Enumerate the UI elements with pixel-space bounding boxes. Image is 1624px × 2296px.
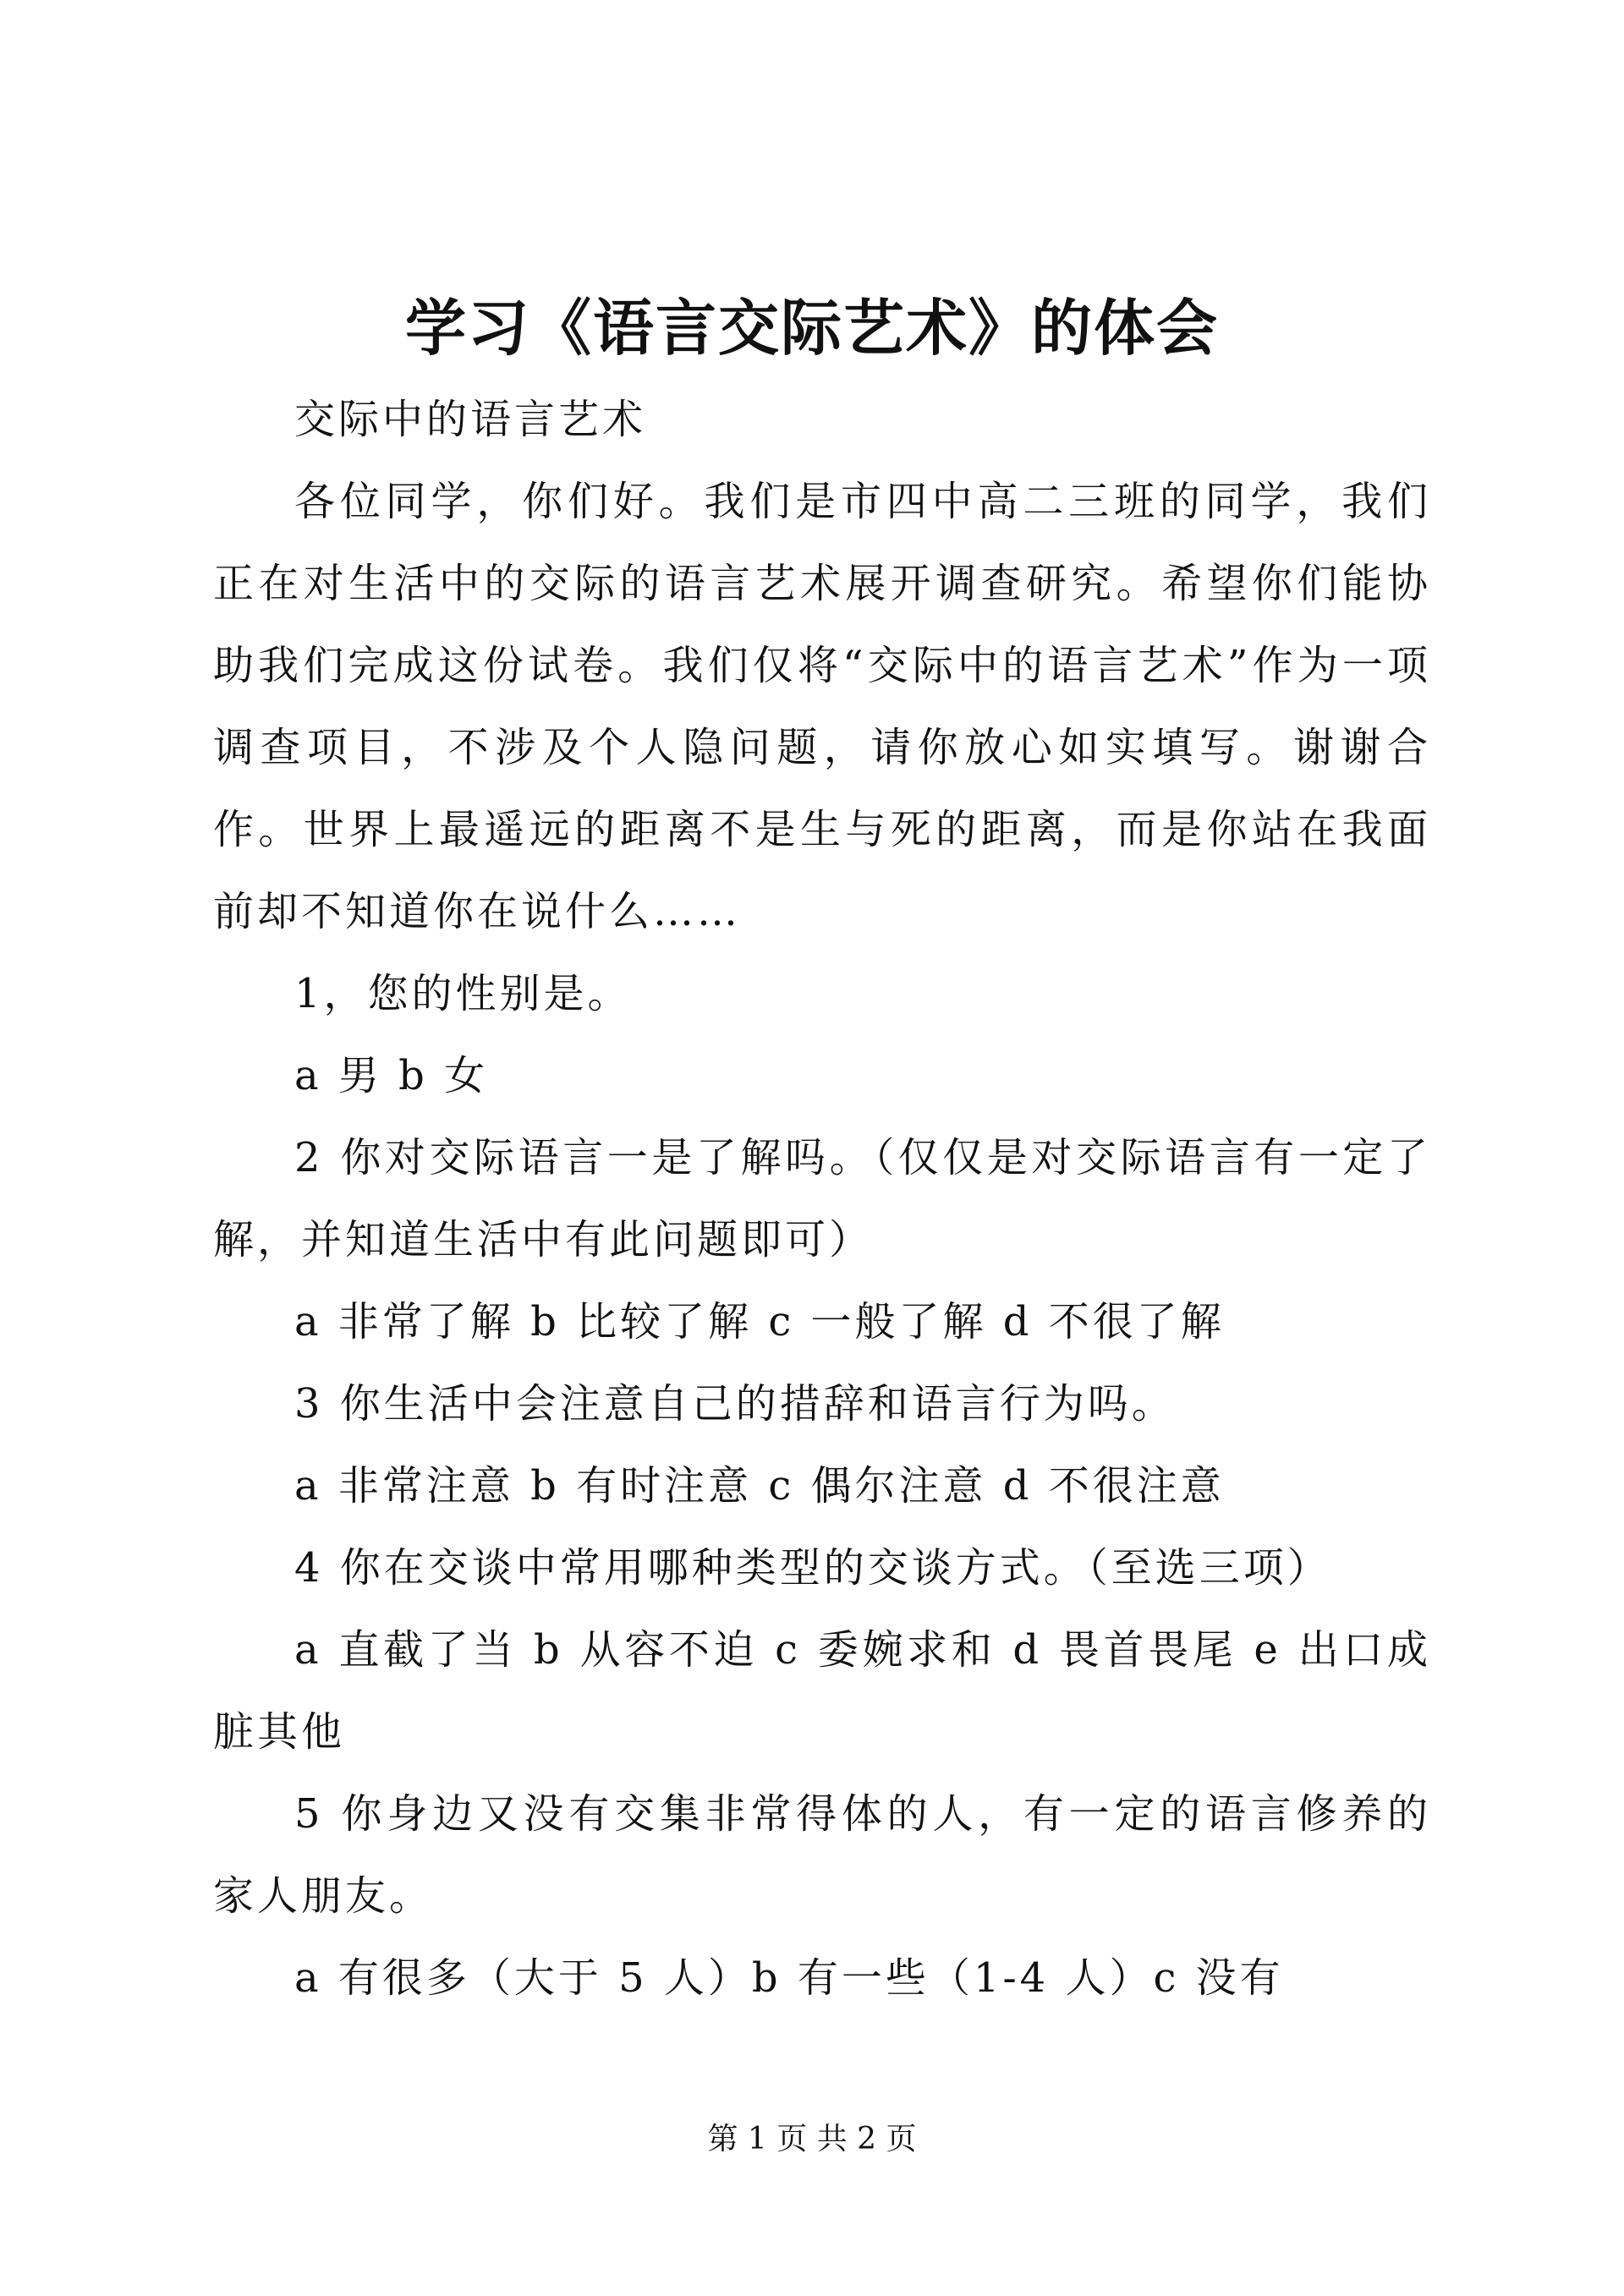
paragraph-subtitle: 交际中的语言艺术	[294, 396, 647, 443]
document-body	[213, 379, 1431, 2019]
question-1-options: a 男 b 女	[294, 1052, 489, 1099]
question-3-options: a 非常注意 b 有时注意 c 偶尔注意 d 不很注意	[294, 1462, 1225, 1510]
question-4: 4 你在交谈中常用哪种类型的交谈方式。（至选三项）	[294, 1544, 1331, 1592]
question-2-options: a 非常了解 b 比较了解 c 一般了解 d 不很了解	[294, 1298, 1225, 1345]
question-5-options: a 有很多（大于 5 人）b 有一些（1-4 人）c 没有	[294, 1954, 1284, 2002]
paragraph-intro: 各位同学，你们好。我们是市四中高二三班的同学，我们正在对生活中的交际的语言艺术展开调查研究。希望你们能协助我们完成这份试卷。我们仅将“交际中的语言艺术”作为一项调查项目，不涉及个人隐问题，请你放心如实填写。谢谢合作。世界上最遥远的距离不是生与死的距离，而是你站在我面前却不知道你在说什么……	[213, 478, 1431, 935]
document-title: 学习《语言交际艺术》的体会	[404, 292, 1219, 364]
question-3: 3 你生活中会注意自己的措辞和语言行为吗。	[294, 1380, 1176, 1427]
page-number-footer: 第 1 页 共 2 页	[707, 2122, 917, 2156]
question-4-options: a 直截了当 b 从容不迫 c 委婉求和 d 畏首畏尾 e 出口成脏其他	[213, 1626, 1431, 1756]
question-1: 1，您的性别是。	[294, 970, 632, 1017]
question-2: 2 你对交际语言一是了解吗。（仅仅是对交际语言有一定了解，并知道生活中有此问题即可）	[213, 1134, 1431, 1263]
question-5: 5 你身边又没有交集非常得体的人，有一定的语言修养的家人朋友。	[213, 1790, 1431, 1920]
